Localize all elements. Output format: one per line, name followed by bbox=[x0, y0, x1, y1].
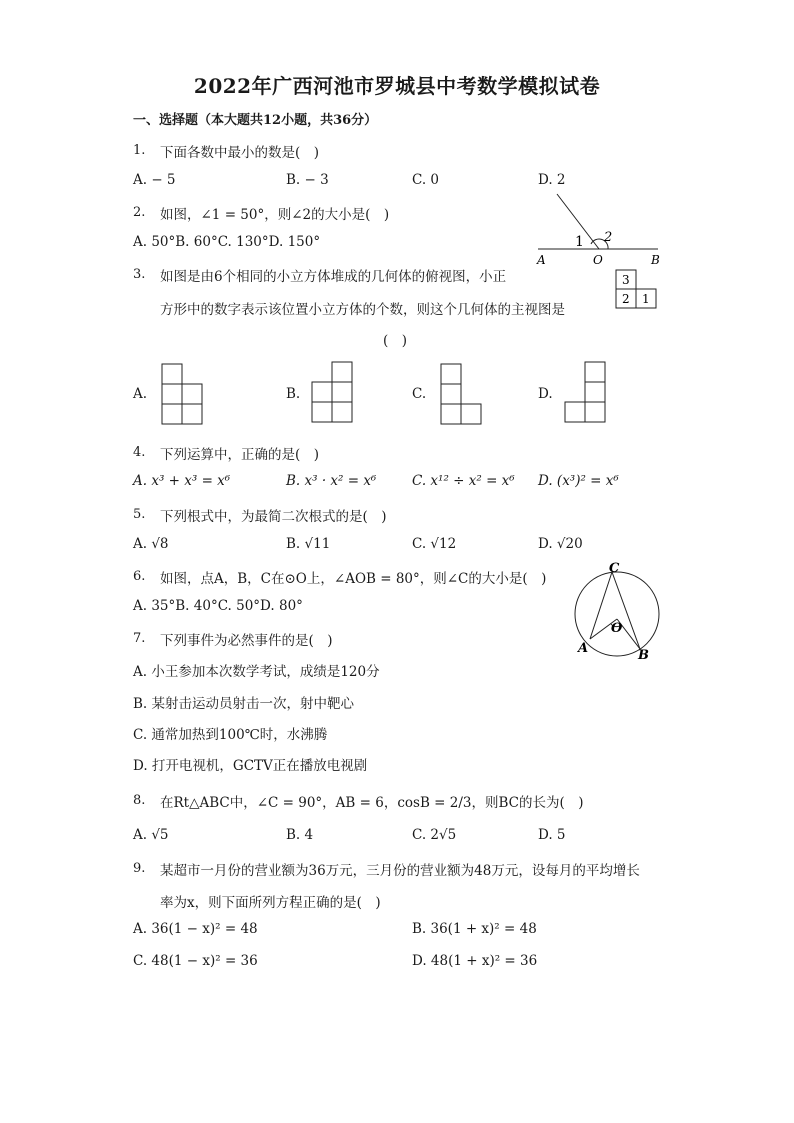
point-b-label: B bbox=[638, 648, 649, 663]
cell-bottom-right-count: 1 bbox=[642, 292, 650, 306]
question-number: 9. bbox=[133, 861, 146, 876]
cell-top-count: 3 bbox=[622, 273, 630, 287]
cell-bottom-left-count: 2 bbox=[622, 292, 630, 306]
options-line: A. 35°B. 40°C. 50°D. 80° bbox=[133, 598, 303, 614]
point-b-label: B bbox=[651, 253, 660, 267]
option-d: D. (x³)² = x⁶ bbox=[538, 473, 619, 489]
question-text: 下面各数中最小的数是( ) bbox=[160, 145, 320, 161]
point-c-label: C bbox=[609, 561, 620, 576]
option-c: C. 48(1 − x)² = 36 bbox=[133, 953, 258, 969]
question-text-line1: 某超市一月份的营业额为36万元，三月份的营业额为48万元，设每月的平均增长 bbox=[160, 863, 640, 879]
question-text: 如图，点A，B，C在⊙O上，∠AOB = 80°，则∠C的大小是( ) bbox=[160, 571, 547, 587]
question-number: 7. bbox=[133, 631, 146, 646]
point-a-label: A bbox=[537, 253, 546, 267]
option-c: C. √12 bbox=[412, 536, 457, 552]
option-b: B. 某射击运动员射击一次，射中靶心 bbox=[133, 696, 355, 712]
option-b: B. 36(1 + x)² = 48 bbox=[412, 921, 537, 937]
option-b: B. 4 bbox=[286, 827, 314, 843]
option-c-label: C. bbox=[412, 386, 427, 402]
point-o-label: O bbox=[593, 253, 603, 267]
option-a: A. 小王参加本次数学考试，成绩是120分 bbox=[133, 664, 380, 680]
option-d: D. 2 bbox=[538, 172, 566, 188]
question-text: 下列事件为必然事件的是( ) bbox=[160, 633, 333, 649]
question-text: 在Rt△ABC中，∠C = 90°，AB = 6，cosB = 2/3，则BC的长为( ) bbox=[160, 795, 584, 811]
question-text-line1: 如图是由6个相同的小立方体堆成的几何体的俯视图，小正 bbox=[160, 269, 507, 285]
option-a: A. x³ + x³ = x⁶ bbox=[133, 473, 231, 489]
top-view-grid bbox=[614, 268, 660, 312]
option-c: C. 2√5 bbox=[412, 827, 457, 843]
option-d: D. 48(1 + x)² = 36 bbox=[412, 953, 538, 969]
option-b: B. − 3 bbox=[286, 172, 329, 188]
question-number: 1. bbox=[133, 143, 146, 158]
angle-figure bbox=[530, 190, 670, 270]
question-number: 5. bbox=[133, 507, 146, 522]
question-text-line2: 方形中的数字表示该位置小立方体的个数，则这个几何体的主视图是 bbox=[160, 302, 565, 318]
option-d: D. √20 bbox=[538, 536, 583, 552]
option-a: A. − 5 bbox=[133, 172, 176, 188]
option-c: C. 0 bbox=[412, 172, 440, 188]
question-text: 如图，∠1 = 50°，则∠2的大小是( ) bbox=[160, 207, 390, 223]
option-b-label: B. bbox=[286, 386, 301, 402]
circle-figure bbox=[570, 555, 670, 665]
question-text: 下列运算中，正确的是( ) bbox=[160, 447, 320, 463]
option-c-view bbox=[439, 362, 485, 426]
point-a-label: A bbox=[578, 641, 589, 656]
option-a: A. √5 bbox=[133, 827, 169, 843]
question-number: 8. bbox=[133, 793, 146, 808]
question-number: 2. bbox=[133, 205, 146, 220]
question-text-line2: 率为x，则下面所列方程正确的是( ) bbox=[160, 895, 381, 911]
question-number: 3. bbox=[133, 267, 146, 282]
option-c: C. x¹² ÷ x² = x⁶ bbox=[412, 473, 515, 489]
option-c: C. 通常加热到100℃时，水沸腾 bbox=[133, 727, 328, 743]
option-b: B. x³ · x² = x⁶ bbox=[286, 473, 377, 489]
option-d-label: D. bbox=[538, 386, 553, 402]
section-heading: 一、选择题（本大题共12小题，共36分） bbox=[133, 113, 378, 128]
center-o-label: O bbox=[611, 621, 623, 636]
option-d: D. 打开电视机，GCTV正在播放电视剧 bbox=[133, 758, 368, 774]
question-text: 下列根式中，为最简二次根式的是( ) bbox=[160, 509, 387, 525]
angle-1-label: 1 bbox=[575, 234, 584, 250]
option-d-view bbox=[563, 360, 609, 426]
option-a-view bbox=[160, 362, 206, 426]
option-a: A. √8 bbox=[133, 536, 169, 552]
question-number: 4. bbox=[133, 445, 146, 460]
page-title: 2022年广西河池市罗城县中考数学模拟试卷 bbox=[193, 74, 601, 98]
option-d: D. 5 bbox=[538, 827, 566, 843]
question-number: 6. bbox=[133, 569, 146, 584]
answer-paren: ( ) bbox=[383, 333, 408, 349]
option-b-view bbox=[310, 360, 356, 426]
option-b: B. √11 bbox=[286, 536, 331, 552]
option-a-label: A. bbox=[133, 386, 148, 402]
option-a: A. 36(1 − x)² = 48 bbox=[133, 921, 258, 937]
options-line: A. 50°B. 60°C. 130°D. 150° bbox=[133, 234, 321, 250]
angle-2-label: 2 bbox=[604, 230, 613, 245]
